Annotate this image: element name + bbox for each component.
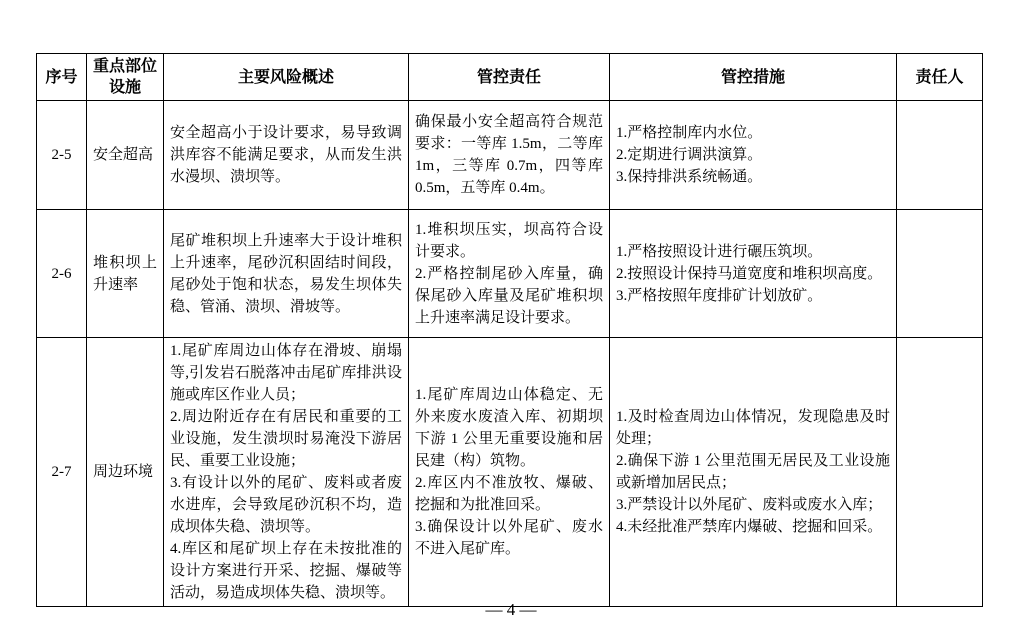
paragraph: 3.严禁设计以外尾矿、废料或废水入库；: [616, 497, 883, 513]
row-2-6-risk: [164, 210, 409, 338]
row-2-7-measures: [610, 338, 897, 607]
paragraph: 1.严格按照设计进行碾压筑坝。: [616, 243, 823, 260]
row-2-6-id: 2-6: [37, 210, 87, 338]
table-row: [37, 338, 983, 607]
table-header-row: [37, 54, 983, 101]
row-2-6-responsibility: [409, 210, 610, 338]
paragraph: 3.有设计以外的尾矿、废料或者废水进库，会导致尾砂沉积不均，造成坝体失稳、溃坝等。: [170, 475, 402, 535]
paragraph: 1.尾矿库周边山体存在滑坡、崩塌等,引发岩石脱落冲击尾矿库排洪设施或库区作业人员；: [170, 343, 402, 403]
row-2-6-measures: [610, 210, 897, 338]
paragraph: 4.未经批准严禁库内爆破、挖掘和回采。: [616, 519, 883, 535]
header-key-facility: 重点部位设施: [87, 54, 164, 101]
paragraph: 安全超高小于设计要求，易导致调洪库容不能满足要求，从而发生洪水漫坝、溃坝等。: [170, 125, 402, 185]
paragraph: 2.按照设计保持马道宽度和堆积坝高度。: [616, 265, 883, 282]
paragraph: 4.库区和尾矿坝上存在未按批准的设计方案进行开采、挖掘、爆破等活动，易造成坝体失稳、溃坝等。: [170, 541, 402, 601]
row-2-5-person: [897, 101, 983, 210]
paragraph: 1.尾矿库周边山体稳定、无外来废水废渣入库、初期坝下游 1 公里无重要设施和居民建（构）筑物。: [415, 387, 603, 469]
paragraph: 1.严格控制库内水位。: [616, 125, 763, 141]
table-row: [37, 101, 983, 210]
row-2-5-measures: [610, 101, 897, 210]
row-2-7-person: [897, 338, 983, 607]
paragraph: 2.定期进行调洪演算。: [616, 147, 763, 163]
row-2-7-facility: 周边环境: [87, 338, 164, 607]
paragraph: 3.严格按照年度排矿计划放矿。: [616, 287, 823, 304]
row-2-7-risk: [164, 338, 409, 607]
paragraph: 确保最小安全超高符合规范要求：一等库 1.5m，二等库 1m，三等库 0.7m，四等库 0.5m，五等库 0.4m。: [415, 114, 603, 196]
row-2-5-facility: 安全超高: [87, 101, 164, 210]
paragraph: 2.周边附近存在有居民和重要的工业设施，发生溃坝时易淹没下游居民、重要工业设施；: [170, 409, 402, 469]
row-2-5-responsibility: [409, 101, 610, 210]
paragraph: 3.保持排洪系统畅通。: [616, 169, 763, 185]
paragraph: 1.堆积坝压实，坝高符合设计要求。: [415, 221, 603, 260]
row-2-7-responsibility: [409, 338, 610, 607]
paragraph: 2.库区内不准放牧、爆破、挖掘和为批准回采。: [415, 475, 603, 513]
paragraph: 2.确保下游 1 公里范围无居民及工业设施或新增加居民点；: [616, 453, 890, 491]
table-row: [37, 210, 983, 338]
page-number: — 4 —: [485, 600, 537, 619]
risk-control-table: [36, 53, 983, 607]
paragraph: 1.及时检查周边山体情况，发现隐患及时处理；: [616, 409, 890, 447]
row-2-6-facility: 堆积坝上升速率: [87, 210, 164, 338]
header-risk-overview: 主要风险概述: [164, 54, 409, 101]
row-2-5-risk: [164, 101, 409, 210]
row-2-5-id: 2-5: [37, 101, 87, 210]
row-2-6-person: [897, 210, 983, 338]
header-responsible-person: 责任人: [897, 54, 983, 101]
header-control-responsibility: 管控责任: [409, 54, 610, 101]
paragraph: 尾矿堆积坝上升速率大于设计堆积上升速率，尾砂沉积固结时间段，尾砂处于饱和状态，易发生坝体失稳、管涌、溃坝、滑坡等。: [170, 232, 402, 315]
paragraph: 2.严格控制尾砂入库量，确保尾砂入库量及尾矿堆积坝上升速率满足设计要求。: [415, 265, 603, 326]
paragraph: 3.确保设计以外尾矿、废水不进入尾矿库。: [415, 519, 603, 557]
header-serial-number: 序号: [37, 54, 87, 101]
row-2-7-id: 2-7: [37, 338, 87, 607]
header-control-measures: 管控措施: [610, 54, 897, 101]
